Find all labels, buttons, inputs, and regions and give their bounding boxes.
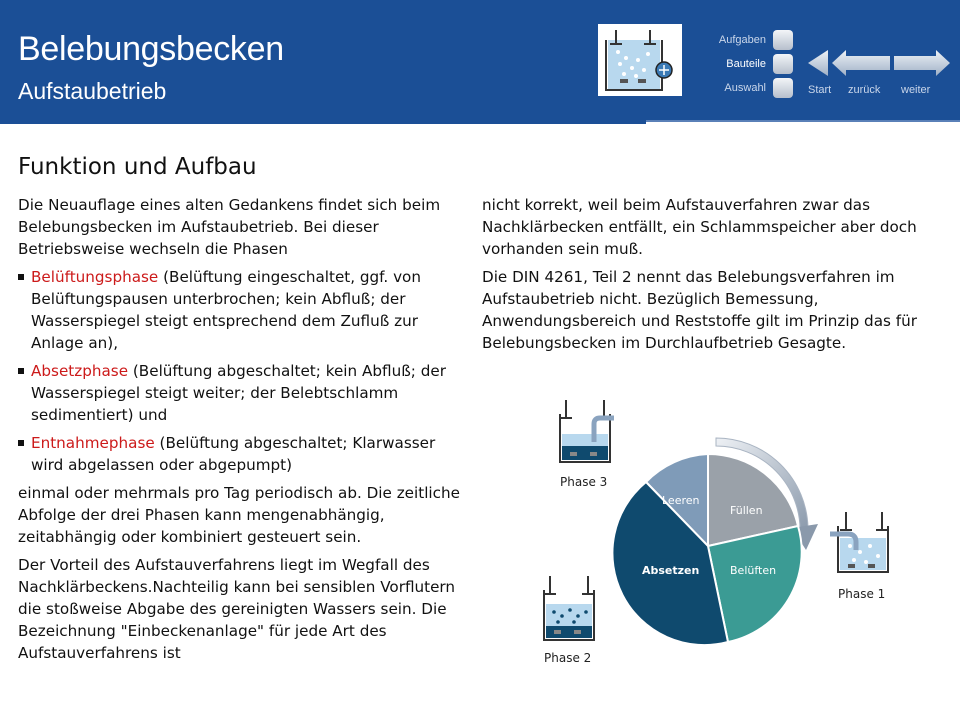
sequence-paragraph: einmal oder mehrmals pro Tag periodisch ab. Die zeitliche Abfolge der drei Phasen kann mengenabhängig, zeitabhängig oder kombiniert gesteuert sein.: [18, 484, 460, 546]
label-leeren: Leeren: [662, 494, 700, 507]
menu-label-auswahl[interactable]: Auswahl: [724, 82, 766, 94]
right-column: [482, 194, 944, 360]
header-underline: [0, 120, 646, 124]
phase1-tank-icon: [830, 512, 888, 572]
term-entnahmephase: Entnahmephase: [31, 434, 155, 452]
right-paragraph-2: Die DIN 4261, Teil 2 nennt das Belebungsverfahren im Aufstaubetrieb nicht. Bezüglich Bemessung, Anwendungsbereich und Reststoffe gilt im Prinzip das für Belebungsbecken im Durchlaufbetrieb Gesagte.: [482, 268, 917, 352]
intro-paragraph: Die Neuauflage eines alten Gedankens findet sich beim Belebungsbecken im Aufstaubetrieb. Bei dieser Betriebsweise wechseln die Phasen: [18, 196, 441, 258]
menu-label-aufgaben[interactable]: Aufgaben: [718, 34, 766, 46]
bullet-absetz: [18, 360, 468, 426]
pie-chart: [612, 454, 801, 645]
label-belueften: Belüften: [730, 564, 777, 577]
page-title: Belebungsbecken: [18, 30, 284, 68]
nav-label-next[interactable]: weiter: [901, 84, 931, 96]
bullet-entnahme: [18, 432, 468, 476]
phase3-tank-icon: [560, 400, 614, 462]
next-arrow-icon[interactable]: [894, 48, 952, 82]
bullet-text: (Belüftung abgeschaltet; kein Abfluß; der Wasserspiegel steigt weiter; der Belebtschlamm sedimentiert) und: [31, 362, 446, 424]
menu-button-bauteile[interactable]: [773, 54, 793, 74]
bullet-text: (Belüftung eingeschaltet, ggf. von Belüftungspausen unterbrochen; kein Abfluß; der Wasserspiegel steigt entsprechend dem Zufluß zur Anlage an),: [31, 268, 421, 352]
back-arrow-icon[interactable]: [830, 48, 892, 82]
menu-button-aufgaben[interactable]: [773, 30, 793, 50]
section-title: Funktion und Aufbau: [18, 154, 257, 180]
term-belueftungsphase: Belüftungsphase: [31, 268, 159, 286]
label-phase2: Phase 2: [544, 651, 592, 665]
nav-label-back[interactable]: zurück: [848, 84, 881, 96]
left-column: [18, 194, 468, 670]
menu-label-bauteile[interactable]: Bauteile: [726, 58, 766, 70]
phase2-tank-icon: [544, 576, 594, 640]
bullet-belueftung: [18, 266, 468, 354]
advantage-paragraph: Der Vorteil des Aufstauverfahrens liegt im Wegfall des Nachklärbeckens.Nachteilig kann bei sensiblen Vorflutern die stoßweise Abgabe des gereinigten Wassers sein. Die Bezeichnung "Einbeckenanlage" für jede Art des Aufstauverfahrens ist: [18, 556, 456, 662]
header-underline-thin: [646, 120, 960, 122]
page-subtitle: Aufstaubetrieb: [18, 78, 167, 104]
label-phase3: Phase 3: [560, 475, 608, 489]
right-paragraph-1: nicht korrekt, weil beim Aufstauverfahren zwar das Nachklärbecken entfällt, ein Schlammspeicher aber doch vorhanden sein muß.: [482, 196, 917, 258]
tank-thumbnail-icon: [598, 24, 682, 96]
nav-label-start[interactable]: Start: [808, 84, 832, 96]
label-absetzen: Absetzen: [642, 564, 700, 577]
bullet-text: (Belüftung abgeschaltet; Klarwasser wird abgelassen oder abgepumpt): [31, 434, 436, 474]
start-arrow-icon[interactable]: [806, 48, 830, 82]
label-fuellen: Füllen: [730, 504, 763, 517]
phase-cycle-diagram: [530, 380, 930, 680]
menu-button-auswahl[interactable]: [773, 78, 793, 98]
label-phase1: Phase 1: [838, 587, 886, 601]
term-absetzphase: Absetzphase: [31, 362, 129, 380]
